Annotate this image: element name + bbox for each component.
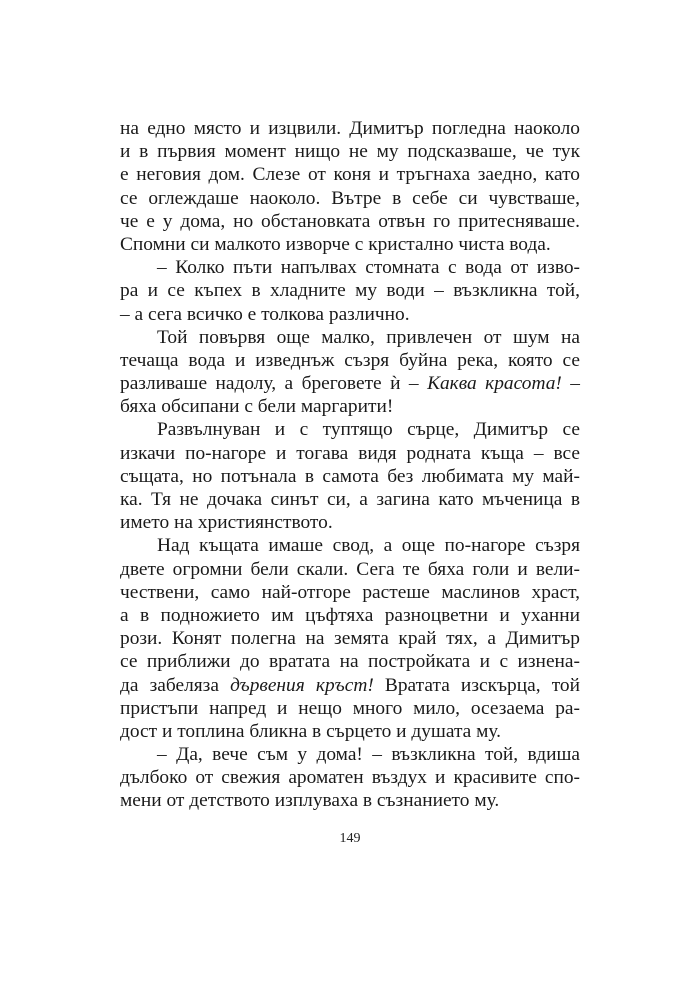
text-line: течаща вода и изведнъж съзря буйна река, която се — [120, 349, 580, 371]
text-line: Над къщата имаше свод, а още по-нагоре съзря — [157, 535, 580, 557]
text-line: и в първия момент нищо не му подсказваше, че тук — [120, 141, 580, 163]
page-number: 149 — [339, 831, 361, 846]
text-line: дост и топлина бликна в сърцето и душата му. — [120, 720, 501, 742]
text-line — [120, 674, 580, 697]
text-line: Спомни си малкото изворче с кристално чиста вода. — [120, 233, 551, 255]
text-line: дълбоко от свежия ароматен въздух и красивите спо- — [120, 767, 580, 789]
text-line: – Да, вече съм у дома! – възкликна той, вдиша — [157, 744, 580, 766]
text-line: мени от детството изплуваха в съзнанието му. — [120, 790, 500, 812]
italic-phrase: дървения кръст! — [230, 674, 374, 696]
text-line: изкачи по-нагоре и тогава видя родната къща – все — [120, 442, 580, 464]
text-line: името на християнството. — [120, 512, 333, 534]
text-segment: – — [561, 373, 580, 395]
text-line: чествени, само най-отгоре растеше маслинов храст, — [120, 581, 580, 603]
text-line: се оглеждаше наоколо. Вътре в себе си чувстваше, — [120, 187, 580, 209]
text-line: – Колко пъти напълвах стомната с вода от изво- — [157, 257, 580, 279]
text-line: пристъпи напред и нещо много мило, осезаема ра- — [120, 697, 580, 719]
body-text — [120, 117, 580, 813]
text-line: ра и се къпех в хладните му води – възкликна той, — [120, 280, 580, 302]
text-line: а в подножието им цъфтяха разноцветни и уханни — [120, 604, 580, 626]
text-line: същата, но потънала в самота без любимата му май- — [120, 465, 580, 487]
text-line: ка. Тя не дочака синът си, а загина като мъченица в — [120, 489, 580, 510]
text-line: бяха обсипани с бели маргарити! — [120, 396, 394, 418]
text-line: на едно място и изцвили. Димитър погледна наоколо — [120, 118, 580, 139]
text-line — [120, 372, 580, 395]
text-line: Развълнуван и с туптящо сърце, Димитър се — [157, 419, 580, 441]
italic-exclamation: Каква красота! — [427, 373, 562, 395]
text-line: е неговия дом. Слезе от коня и тръгнаха заедно, като — [120, 164, 580, 186]
text-line: се приближи до вратата на постройката и с изнена- — [120, 651, 580, 673]
text-line: рози. Конят полегна на земята край тях, а Димитър — [120, 628, 580, 650]
text-segment: да забеляза — [120, 674, 231, 696]
text-line: – а сега всичко е толкова различно. — [120, 303, 410, 325]
text-line: двете огромни бели скали. Сега те бяха голи и вели- — [120, 558, 580, 580]
text-segment: Вратата изскърца, той — [373, 674, 580, 696]
text-line: Той повървя още малко, привлечен от шум на — [157, 326, 580, 348]
text-segment: разливаше надолу, а бреговете ѝ – — [120, 373, 428, 395]
text-line: че е у дома, но обстановката отвън го притесняваше. — [120, 210, 580, 232]
